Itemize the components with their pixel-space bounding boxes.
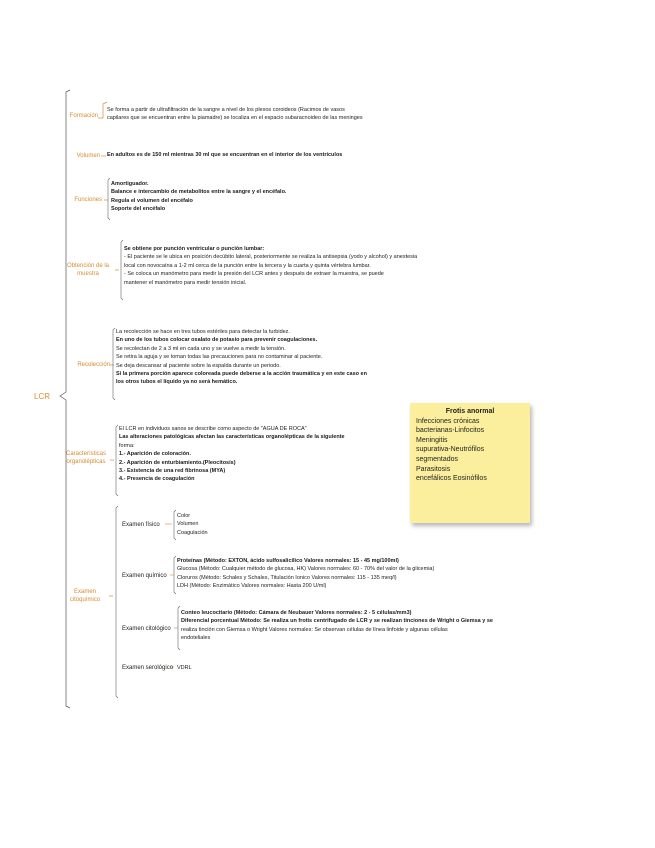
examen-fisico-text: Color Volumen Coagulación xyxy=(177,513,208,536)
category-volumen: Volumen xyxy=(76,153,100,159)
category-obtencion: Obtención de la muestra xyxy=(66,263,110,277)
examen-citologico-text: Conteo leucocitario (Método: Cámara de Neubauer Valores normales: 2 - 5 células/mm3) Diferencial porcentual Método: Se realiza un frotis centrifugado de LCR y se realizan tinciones de Wright o Giemsa y se realiza tinción con Giemsa o Wright Valores normales: Se observan células de línea linfoide y algunas células endoteliales xyxy=(181,610,493,642)
sub-examen-serologico: Examen serológico xyxy=(122,665,174,671)
formacion-text: Se forma a partir de ultrafiltración de la sangre a nivel de los plexos coroideos (Racimos de vasos capilares que se encuentran entre la piamadre) se localiza en el espacio subaracnoideo de las meninges xyxy=(107,107,363,122)
volumen-text: En adultos es de 150 ml mientras 30 ml que se encuentran en el interior de los ventrículos xyxy=(107,152,343,158)
note-line: Parasitosis xyxy=(416,465,451,473)
examen-quimico-text: Proteínas (Método: EXTON, ácido sulfosalicílico Valores normales: 15 - 45 mg/100ml) Glucosa (Método: Cualquier método de glucosa, HK) Valores normales: 60 - 70% del valor de la glicemia) Cloruros (Método: Schales y Schales, Titulación Ionico Valores normales: 115 - 135 meq/l) LDH (Método: Enzimático Valores normales: Hasta 200 U/ml) xyxy=(177,558,435,590)
root-node-lcr: LCR xyxy=(34,392,51,401)
funciones-text: Amortiguador. Balance e intercambio de metabolitos entre la sangre y el encéfalo. Regula el volumen del encéfalo Soporte del encéfalo xyxy=(111,181,287,213)
note-line: Meningitis xyxy=(416,436,448,444)
sub-examen-fisico: Examen físico xyxy=(122,522,160,528)
note-line: encefálicos Eosinófilos xyxy=(416,475,487,483)
note-heading: Frotis anormal xyxy=(445,408,495,415)
category-caracteristicas: Características organolépticas xyxy=(65,451,106,465)
examen-serologico-text: VDRL xyxy=(177,665,192,671)
caracteristicas-text: El LCR en individuos sanos se describe como aspecto de "AGUA DE ROCA" Las alteraciones patológicas afectan las características organolépticas de la siguiente forma: 1.- Aparición de coloración. 2.- Aparición de enturbiamiento.(Pleocitosis) 3.- Existencia de una red fibrinosa (MYA) 4.- Presencia de coagulación xyxy=(119,426,345,483)
obtencion-text: Se obtiene por punción ventricular o punción lumbar: - El paciente se le ubica en posición decúbito lateral, posteriormente se realiza la antisepsia (yodo y alcohol) y anestesia local con novocaína a 1-2 ml cerca de la punción entre la tercera y la cuarta y quinta vértebra lumbar. - Se coloca un manómetro para medir la presión del LCR antes y después de extraer la muestra, se puede mantener el manómetro para medir tensión inicial. xyxy=(124,246,418,286)
category-examen: Examen citoquímico xyxy=(69,589,101,603)
recoleccion-text: La recolección se hace en tres tubos estériles para detectar la turbidez. En uno de los tubos colocar oxalato de potasio para prevenir coagulaciones. Se recolectan de 2 a 3 ml en cada uno y se vuelve a medir la tensión. Se retira la aguja y se toman todas las precauciones para no contaminar al paciente. Se deja descansar al paciente sobre la espalda durante un periodo. Si la primera porción aparece coloreada puede deberse a la acción traumática y en este caso en los otros tubos el líquido ya no será hemático. xyxy=(116,329,367,386)
sub-examen-citologico: Examen citológico xyxy=(122,626,171,632)
sticky-note-frotis xyxy=(410,403,530,523)
note-line: Infecciones crónicas xyxy=(416,417,480,425)
note-line: supurativa-Neutrófilos xyxy=(416,446,485,454)
note-line: bacterianas-Linfocitos xyxy=(416,427,485,435)
sub-examen-quimico: Examen químico xyxy=(122,573,167,579)
category-funciones: Funciones xyxy=(74,197,102,203)
category-formacion: Formación xyxy=(69,113,98,119)
note-line: segmentados xyxy=(416,455,459,463)
category-recoleccion: Recolección xyxy=(77,362,110,368)
